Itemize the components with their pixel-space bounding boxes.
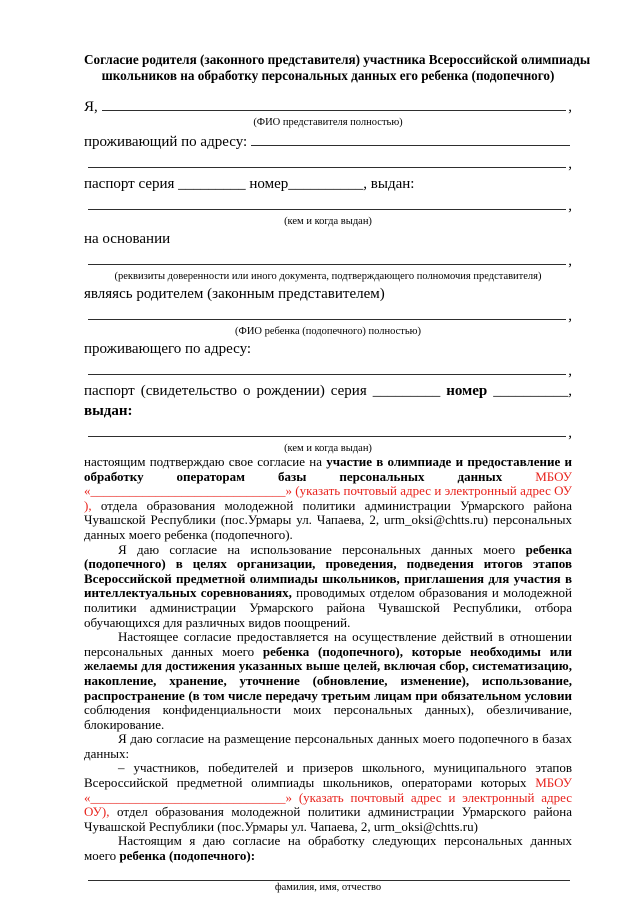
text-run: , bbox=[568, 425, 572, 441]
form-line bbox=[84, 361, 572, 380]
text-run: отдел образования молодежной политики администрации Урмарского района Чувашской Республики (пос.Урмары ул. Чапаева, 2, urm_oksi@chtts.ru) bbox=[84, 804, 572, 834]
text-run: выдан: bbox=[84, 403, 133, 419]
form-line bbox=[84, 403, 572, 420]
text-run: являясь родителем (законным представителем) bbox=[84, 286, 385, 302]
text-run: , bbox=[568, 99, 572, 115]
paragraph bbox=[84, 834, 572, 863]
text-run: паспорт серия _________ номер__________, выдан: bbox=[84, 176, 415, 192]
text-run: __________, bbox=[487, 383, 572, 399]
field-caption: (ФИО представителя полностью) bbox=[253, 117, 403, 128]
text-run: Настоящее согласие предоставляется на осуществление действий в отношении персональных данных моего bbox=[84, 629, 572, 659]
field-caption: (ФИО ребенка (подопечного) полностью) bbox=[235, 326, 421, 337]
paragraph bbox=[84, 732, 572, 761]
blank-line bbox=[88, 867, 570, 881]
text-run: Настоящим я даю согласие на обработку следующих персональных данных моего bbox=[84, 833, 572, 864]
text-run: участие в олимпиаде и предоставление и обработку операторам базы персональных данных bbox=[84, 454, 572, 484]
blank-line bbox=[251, 132, 570, 146]
field-caption: (кем и когда выдан) bbox=[284, 443, 372, 454]
text-run: номер bbox=[446, 383, 488, 399]
text-run: , bbox=[568, 363, 572, 379]
blank-line bbox=[88, 251, 566, 265]
blank-line bbox=[88, 423, 566, 437]
text-run: проживающий по адресу: bbox=[84, 134, 248, 150]
field-caption: (кем и когда выдан) bbox=[284, 216, 372, 227]
text-run: ребенка (подопечного), которые необходимы или желаемы для достижения указанных выше целей, включая сбор, систематизацию, накопление, хранение, уточнение (обновление, изменение), использование, распространение (в том числе передачу третьим лицам при обязательном условии bbox=[84, 643, 572, 703]
text-run: – участников, победителей и призеров школьного, муниципального этапов Всероссийской предметной олимпиады школьников, операторами которых bbox=[84, 760, 572, 791]
text-run: соблюдения конфиденциальности моих персональных данных), обезличивание, блокирование. bbox=[84, 702, 572, 732]
text-run: , bbox=[568, 253, 572, 269]
blank-line bbox=[88, 361, 566, 375]
text-run: ребенка (подопечного): bbox=[119, 848, 256, 864]
text-run: настоящим подтверждаю свое согласие на bbox=[84, 454, 327, 469]
form-line bbox=[84, 286, 572, 303]
form-line bbox=[84, 154, 572, 173]
blank-line bbox=[88, 196, 566, 210]
form-line bbox=[84, 97, 572, 116]
form-line bbox=[84, 341, 572, 358]
field-caption: фамилия, имя, отчество bbox=[274, 881, 382, 893]
text-run: МБОУ «______________________________» (указать почтовый адрес и электронный адрес ОУ), bbox=[84, 775, 572, 820]
blank-line bbox=[88, 306, 566, 320]
text-run: Я, bbox=[84, 99, 98, 115]
document-title-line: Согласие родителя (законного представителя) участника Всероссийской олимпиады bbox=[84, 52, 591, 67]
form-line bbox=[84, 132, 572, 151]
paragraph bbox=[84, 455, 572, 543]
blank-line bbox=[102, 97, 566, 111]
text-run: ребенка (подопечного) в целях организации, проведения, подведения итогов этапов Всероссийской предметной олимпиады школьников, приглашения для участия в интеллектуальных соревнованиях, bbox=[84, 541, 572, 601]
document-body bbox=[84, 52, 591, 894]
form-line bbox=[84, 231, 572, 248]
form-line bbox=[84, 306, 572, 325]
form-line bbox=[84, 383, 572, 400]
form-line bbox=[84, 251, 572, 270]
text-run: отдела образования молодежной политики администрации Урмарского района Чувашской Республики (пос.Урмары ул. Чапаева, 2, urm_oksi@chtts.ru) персональных данных моего ребенка (подопечного). bbox=[84, 497, 572, 542]
form-line bbox=[84, 176, 572, 193]
paragraph bbox=[84, 543, 572, 631]
form-line bbox=[84, 423, 572, 442]
text-run: паспорт (свидетельство о рождении) серия _________ bbox=[84, 383, 447, 399]
form-line bbox=[84, 196, 572, 215]
text-run: проводимых отделом образования и молодежной политики администрации Урмарского района Чувашской Республики, отбора обучающихся для различных видов поощрений. bbox=[84, 585, 572, 630]
text-run: Я даю согласие на использование персональных данных моего bbox=[118, 541, 526, 557]
text-run: проживающего по адресу: bbox=[84, 341, 252, 357]
paragraph bbox=[84, 630, 572, 732]
text-run: , bbox=[568, 156, 572, 172]
text-run: на основании bbox=[84, 231, 171, 247]
text-run: Я даю согласие на размещение персональных данных моего подопечного в базах данных: bbox=[84, 731, 572, 761]
text-run: , bbox=[568, 308, 572, 324]
field-caption: (реквизиты доверенности или иного документа, подтверждающего полномочия представителя) bbox=[114, 271, 542, 282]
text-run: , bbox=[568, 198, 572, 214]
text-run: МБОУ «______________________________» (указать почтовый адрес и электронный адрес ОУ ), bbox=[84, 468, 572, 513]
paragraph bbox=[84, 761, 572, 834]
blank-line bbox=[88, 154, 566, 168]
document-title-line: школьников на обработку персональных данных его ребенка (подопечного) bbox=[101, 68, 555, 83]
form-line bbox=[84, 867, 572, 881]
